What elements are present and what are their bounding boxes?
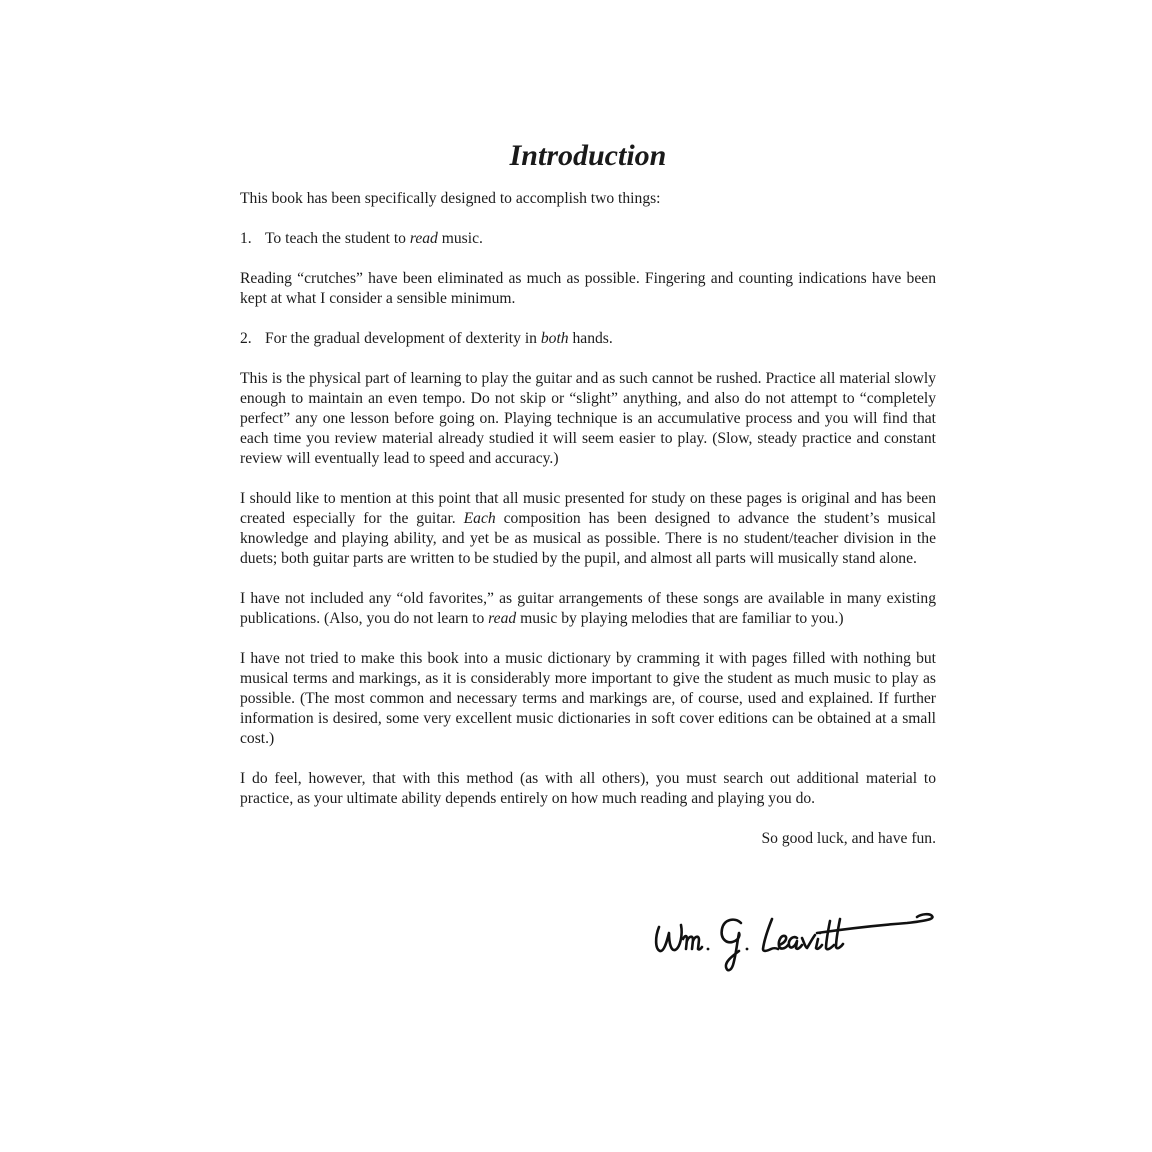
handwritten-signature xyxy=(645,905,940,980)
original-text-before: I should like to mention at this point that all music presented for study on these pages is original and has been created especially for the guitar. xyxy=(240,490,936,527)
list-number-2: 2. xyxy=(240,330,252,347)
list-item-2-emphasis: both xyxy=(540,330,569,347)
list-item-1-text-before: To teach the student to xyxy=(265,230,410,247)
list-item-2-text-after: hands. xyxy=(568,330,613,347)
physical-paragraph: This is the physical part of learning to play the guitar and as such cannot be rushed. Practice all material slowly enough to maintain an even tempo. Do not skip or “slight” anything, and also do not attempt to “completely perfect” any one lesson before going on. Playing technique is an accumulative process and you will find that each time you review material already studied it will seem easier to play. (Slow, steady practice and constant review will eventually lead to speed and accuracy.) xyxy=(240,370,936,467)
list-item-1-text-after: music. xyxy=(437,230,483,247)
intro-paragraph: This book has been specifically designed to accomplish two things: xyxy=(240,190,661,207)
list-item-2 xyxy=(240,329,936,349)
favorites-emphasis: read xyxy=(488,610,517,627)
list-item-2-text-before: For the gradual development of dexterity in xyxy=(265,330,541,347)
search-paragraph: I do feel, however, that with this method (as with all others), you must search out additional material to practice, as your ultimate ability depends entirely on how much reading and playing you do. xyxy=(240,770,936,807)
original-emphasis: Each xyxy=(463,510,496,527)
closing-line: So good luck, and have fun. xyxy=(761,830,936,847)
page-title: Introduction xyxy=(509,139,667,172)
favorites-text-before: I have not included any “old favorites,” as guitar arrangements of these songs are available in many existing publications. (Also, you do not learn to xyxy=(240,590,936,627)
favorites-text-after: music by playing melodies that are familiar to you.) xyxy=(516,610,844,627)
crutches-paragraph: Reading “crutches” have been eliminated as much as possible. Fingering and counting indications have been kept at what I consider a sensible minimum. xyxy=(240,270,936,307)
old-favorites-paragraph xyxy=(240,589,936,629)
list-item-1-emphasis: read xyxy=(409,230,438,247)
original-music-paragraph xyxy=(240,489,936,569)
list-number-1: 1. xyxy=(240,230,252,247)
original-text-after: composition has been designed to advance the student’s musical knowledge and playing ability, and yet be as musical as possible. There is no student/teacher division in the duets; both guitar parts are written to be studied by the pupil, and almost all parts will musically stand alone. xyxy=(240,510,936,567)
document-page xyxy=(240,136,936,849)
list-item-1 xyxy=(240,229,936,249)
dictionary-paragraph: I have not tried to make this book into a music dictionary by cramming it with pages filled with nothing but musical terms and markings, as it is considerably more important to give the student as much music to play as possible. (The most common and necessary terms and markings are, of course, used and explained. If further information is desired, some very excellent music dictionaries in soft cover editions can be obtained at a small cost.) xyxy=(240,650,936,747)
